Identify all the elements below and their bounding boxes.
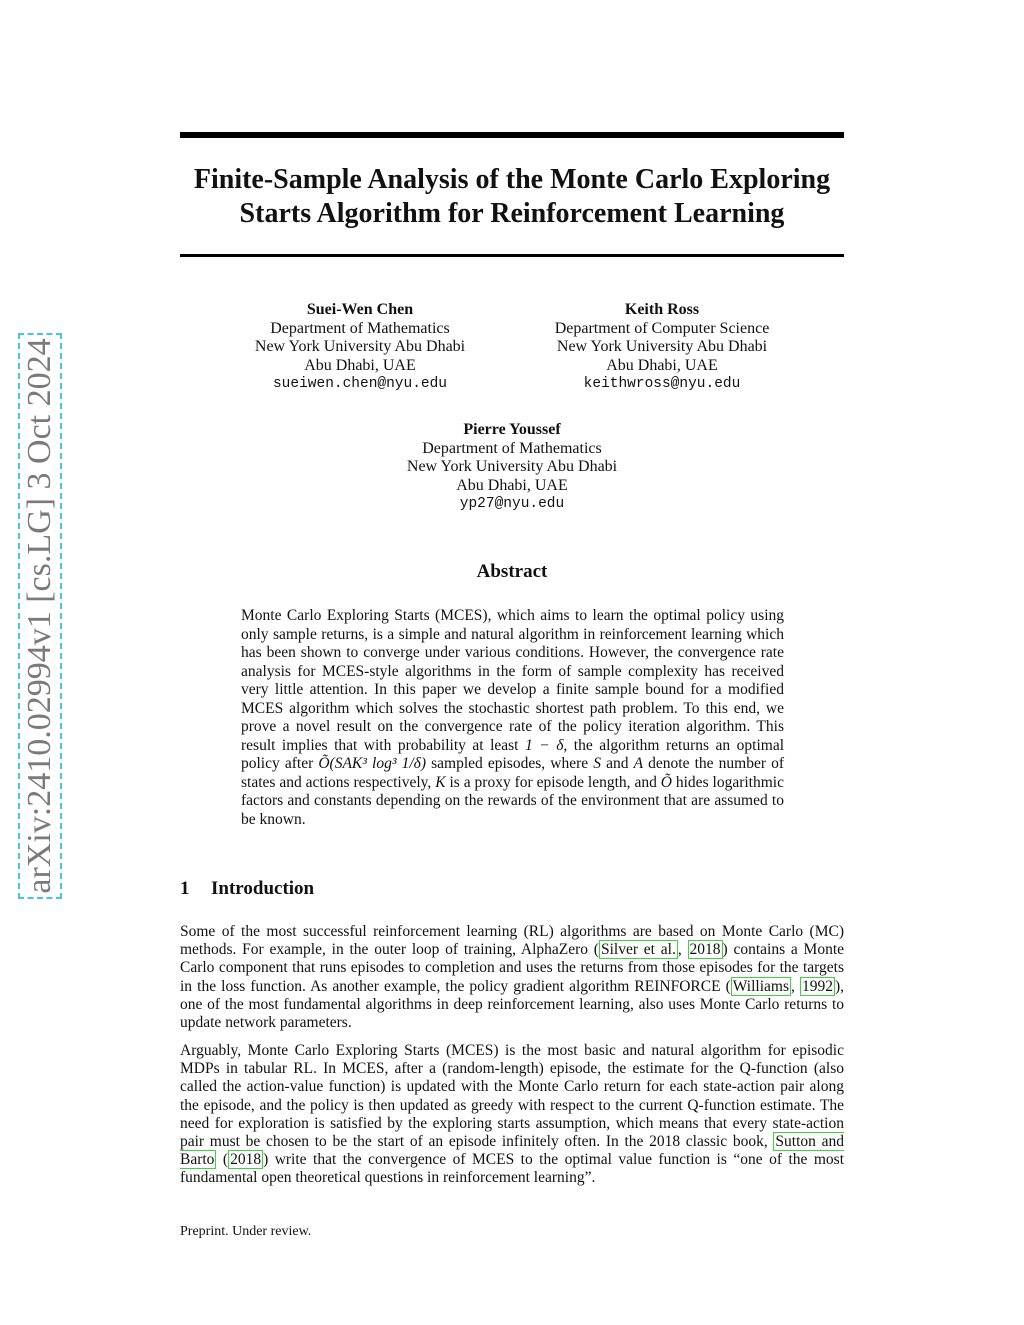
abstract-segment: , the algorithm returns an optimal policy after xyxy=(241,736,785,772)
footer-note: Preprint. Under review. xyxy=(180,1224,312,1239)
author-block xyxy=(200,301,520,394)
paragraph-segment: ( xyxy=(216,1151,229,1169)
author-location: Abu Dhabi, UAE xyxy=(606,356,718,374)
section-title: Introduction xyxy=(211,878,315,899)
paragraph-segment: Arguably, Monte Carlo Exploring Starts (MCES) is the most basic and natural algorithm for episodic MDPs in tabular RL. In MCES, after a (random-length) episode, the estimate for the Q-function (also called the action-value function) is updated with the Monte Carlo return for each state-action pair along the episode, and the policy is then updated as greedy with respect to the current Q-function estimate. The need for exploration is satisfied by the exploring starts assumption, which means that every state-action pair must be chosen to be the start of an episode infinitely often. In the 2018 classic book, xyxy=(180,1042,844,1151)
author-department: Department of Computer Science xyxy=(554,319,770,337)
paper-title: Finite-Sample Analysis of the Monte Carlo Exploring Starts Algorithm for Reinforcement Learning xyxy=(193,164,831,229)
paragraph-segment: , xyxy=(791,977,800,995)
arxiv-stamp: arXiv:2410.02994v1 [cs.LG] 3 Oct 2024 xyxy=(21,338,58,894)
abstract-segment: denote the number of states and actions respectively, xyxy=(241,755,785,791)
author-email[interactable]: sueiwen.chen@nyu.edu xyxy=(272,376,448,392)
citation-link[interactable]: Silver et al. xyxy=(600,941,676,959)
author-institution: New York University Abu Dhabi xyxy=(254,338,466,355)
abstract-segment: Monte Carlo Exploring Starts (MCES), which aims to learn the optimal policy using only sample returns, is a simple and natural algorithm in reinforcement learning which has been shown to converge under various conditions. However, the convergence rate analysis for MCES-style algorithms in the form of sample complexity has received very little attention. In this paper we develop a finite sample bound for a modified MCES algorithm which solves the stochastic shortest path problem. To this end, we prove a novel result on the convergence rate of the policy iteration algorithm. This result implies that with probability at least xyxy=(241,607,784,754)
title-top-rule xyxy=(180,132,844,138)
author-email[interactable]: yp27@nyu.edu xyxy=(459,496,565,512)
abstract-segment: and xyxy=(600,755,634,772)
paragraph-segment: , xyxy=(677,941,688,959)
author-institution: New York University Abu Dhabi xyxy=(556,338,768,355)
author-name: Keith Ross xyxy=(624,301,700,318)
abstract-segment: hides logarithmic factors and constants depending on the rewards of the environment that are assumed to be known. xyxy=(241,773,784,828)
math-variable: S xyxy=(593,755,601,772)
author-department: Department of Mathematics xyxy=(270,319,450,337)
paragraph-segment: ) contains a Monte Carlo component that runs episodes to completion and uses the returns from those episodes for the targets in the loss function. As another example, the policy gradient algorithm REINFORCE ( xyxy=(180,941,845,995)
math-expression: 1 − δ xyxy=(524,736,564,754)
math-expression: Õ(SAK³ log³ 1/δ) xyxy=(318,755,427,772)
citation-link[interactable]: 2018 xyxy=(230,1151,262,1169)
abstract-text xyxy=(241,607,784,829)
math-variable: K xyxy=(435,773,446,791)
title-bottom-rule xyxy=(180,254,844,257)
math-variable: Õ xyxy=(660,773,672,791)
paragraph-segment: Some of the most successful reinforcement learning (RL) algorithms are based on Monte Carlo (MC) methods. For example, in the outer loop of training, AlphaZero ( xyxy=(180,923,844,959)
body-paragraph xyxy=(180,923,844,1032)
author-name: Suei-Wen Chen xyxy=(306,301,414,318)
abstract-segment: sampled episodes, where xyxy=(426,755,594,772)
author-location: Abu Dhabi, UAE xyxy=(304,356,416,374)
section-heading xyxy=(180,877,314,901)
author-location: Abu Dhabi, UAE xyxy=(456,476,568,494)
citation-link[interactable]: 2018 xyxy=(689,941,721,959)
author-department: Department of Mathematics xyxy=(422,439,602,457)
author-email[interactable]: keithwross@nyu.edu xyxy=(583,376,741,392)
author-institution: New York University Abu Dhabi xyxy=(406,458,618,475)
author-name: Pierre Youssef xyxy=(463,421,561,438)
paragraph-segment: ) write that the convergence of MCES to the optimal value function is “one of the most fundamental open theoretical questions in reinforcement learning”. xyxy=(180,1151,844,1187)
citation-link[interactable]: 1992 xyxy=(801,977,833,995)
author-block xyxy=(352,421,672,514)
citation-link[interactable]: Williams xyxy=(732,977,789,995)
abstract-segment: is a proxy for episode length, and xyxy=(445,773,661,791)
author-block xyxy=(502,301,822,394)
math-variable: A xyxy=(633,755,644,772)
paragraph-segment: ), one of the most fundamental algorithms in deep reinforcement learning, also uses Monte Carlo returns to update network parameters. xyxy=(180,977,844,1032)
body-paragraph xyxy=(180,1042,844,1188)
citation-link[interactable]: Sutton and Barto xyxy=(180,1133,844,1169)
abstract-heading: Abstract xyxy=(476,561,548,582)
section-number: 1 xyxy=(180,878,190,899)
